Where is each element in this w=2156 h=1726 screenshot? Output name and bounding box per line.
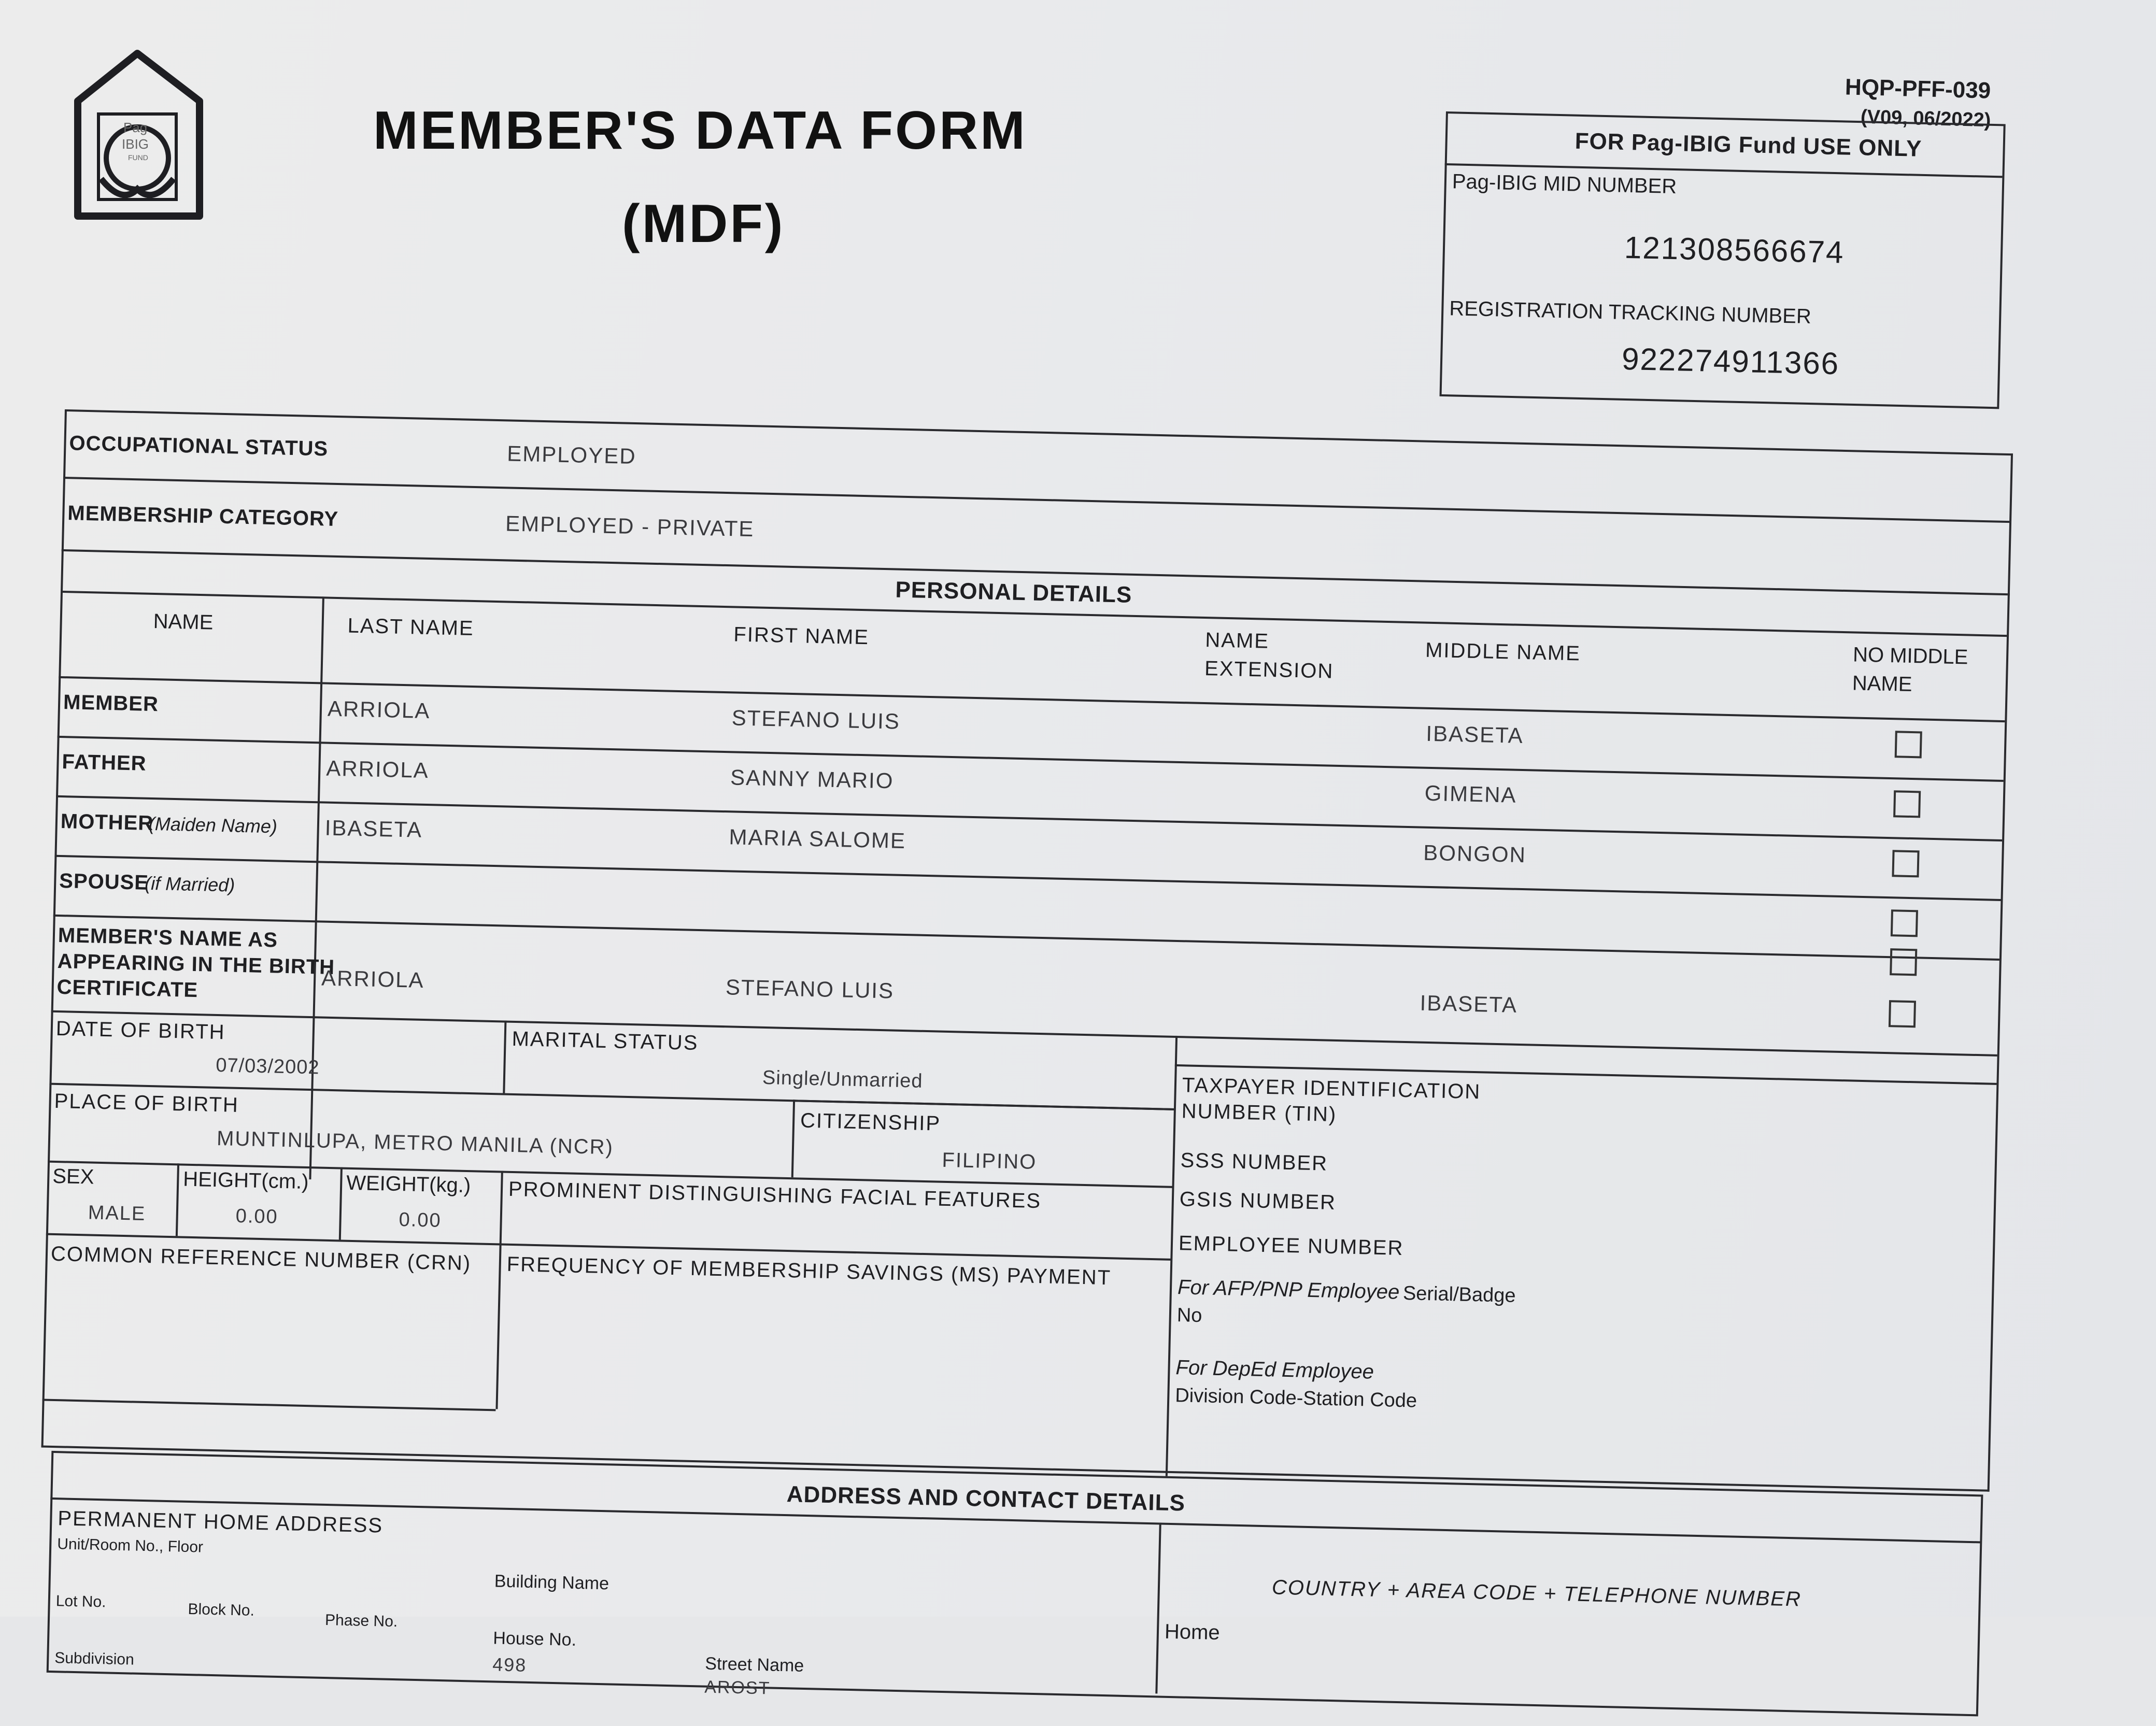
tin-label-2: NUMBER (TIN) [1181, 1100, 1337, 1126]
office-use-heading: FOR Pag-IBIG Fund USE ONLY [1575, 128, 1922, 162]
tin-label-1: TAXPAYER IDENTIFICATION [1182, 1074, 1481, 1104]
member-first-name: STEFANO LUIS [731, 705, 901, 734]
pob-label: PLACE OF BIRTH [54, 1089, 239, 1117]
sex-label: SEX [52, 1164, 94, 1189]
main-form [37, 409, 2013, 1697]
height-value: 0.00 [235, 1205, 279, 1228]
col-no-middle-2: NAME [1852, 672, 1912, 696]
form-code: HQP-PFF-039 [1845, 74, 1991, 104]
afp-label-3: No [1176, 1304, 1202, 1327]
mother-middle-name: BONGON [1423, 840, 1527, 867]
subdivision-label: Subdivision [54, 1649, 135, 1668]
col-middle-name: MIDDLE NAME [1425, 638, 1581, 665]
row-mother-label: MOTHER [60, 810, 154, 835]
birth-cert-label-2: APPEARING IN THE BIRTH [57, 949, 335, 979]
spouse-no-middle-checkbox[interactable] [1891, 909, 1918, 937]
gsis-label: GSIS NUMBER [1179, 1188, 1337, 1215]
occupational-status-value: EMPLOYED [506, 441, 637, 469]
mid-number-value: 121308566674 [1624, 230, 1845, 270]
street-name-label: Street Name [704, 1653, 804, 1676]
col-name-ext-2: EXTENSION [1204, 657, 1334, 683]
col-first-name: FIRST NAME [733, 623, 870, 649]
deped-label-2: Division Code-Station Code [1174, 1385, 1417, 1412]
pag-ibig-logo [70, 49, 205, 223]
house-no-value: 498 [492, 1653, 527, 1676]
logo-text-3: FUND [128, 153, 148, 162]
block-no-label: Block No. [188, 1600, 255, 1619]
row-spouse-label: SPOUSE [59, 869, 149, 894]
afp-label-2: Serial/Badge [1402, 1282, 1516, 1307]
weight-value: 0.00 [399, 1209, 442, 1232]
father-middle-name: GIMENA [1424, 780, 1517, 807]
personal-details-heading: PERSONAL DETAILS [895, 577, 1132, 608]
deped-label-1: For DepEd Employee [1175, 1356, 1374, 1383]
facial-features-label: PROMINENT DISTINGUISHING FACIAL FEATURES [508, 1177, 1042, 1213]
height-label: HEIGHT(cm.) [182, 1167, 309, 1194]
form-title: MEMBER'S DATA FORM [373, 101, 1027, 161]
dob-value: 07/03/2002 [215, 1054, 320, 1079]
employee-number-label: EMPLOYEE NUMBER [1178, 1232, 1404, 1260]
citizenship-value: FILIPINO [942, 1148, 1037, 1174]
logo-text-2: IBIG [122, 136, 149, 152]
citizenship-label: CITIZENSHIP [800, 1109, 941, 1135]
col-no-middle-1: NO MIDDLE [1852, 643, 1968, 669]
home-phone-label: Home [1164, 1620, 1221, 1645]
birth-cert-label-3: CERTIFICATE [56, 975, 198, 1002]
member-middle-name: IBASETA [1425, 721, 1524, 748]
father-first-name: SANNY MARIO [730, 765, 894, 793]
rtn-label: REGISTRATION TRACKING NUMBER [1449, 297, 1812, 329]
form-subtitle: (MDF) [622, 194, 785, 254]
membership-category-value: EMPLOYED - PRIVATE [505, 511, 755, 541]
member-no-middle-checkbox[interactable] [1895, 731, 1922, 758]
marital-status-value: Single/Unmarried [762, 1066, 924, 1092]
birth-cert-first-name: STEFANO LUIS [725, 975, 895, 1003]
unit-room-label: Unit/Room No., Floor [56, 1535, 204, 1556]
mother-no-middle-checkbox[interactable] [1892, 850, 1919, 877]
father-no-middle-checkbox[interactable] [1893, 790, 1921, 818]
building-name-label: Building Name [494, 1571, 609, 1594]
office-use-box [1440, 111, 2006, 409]
col-name-ext-1: NAME [1204, 629, 1270, 653]
extra-no-middle-checkbox[interactable] [1890, 948, 1917, 976]
crn-label: COMMON REFERENCE NUMBER (CRN) [50, 1242, 472, 1275]
phone-heading: COUNTRY + AREA CODE + TELEPHONE NUMBER [1271, 1576, 1802, 1611]
row-mother-note: (Maiden Name) [148, 812, 278, 837]
phase-no-label: Phase No. [324, 1611, 398, 1631]
row-member-label: MEMBER [63, 691, 159, 716]
mother-last-name: IBASETA [324, 815, 423, 842]
col-last-name: LAST NAME [347, 614, 475, 640]
house-no-label: House No. [492, 1628, 577, 1650]
form-version: (V09, 06/2022) [1860, 106, 1991, 132]
birth-cert-last-name: ARRIOLA [321, 965, 425, 993]
col-name: NAME [153, 609, 214, 634]
birth-cert-label-1: MEMBER'S NAME AS [58, 923, 278, 952]
weight-label: WEIGHT(kg.) [346, 1171, 471, 1197]
sex-value: MALE [88, 1202, 146, 1225]
father-last-name: ARRIOLA [325, 755, 430, 783]
occupational-status-label: OCCUPATIONAL STATUS [69, 432, 329, 461]
address-heading: ADDRESS AND CONTACT DETAILS [786, 1481, 1186, 1516]
birth-cert-no-middle-checkbox[interactable] [1889, 1000, 1916, 1028]
sss-label: SSS NUMBER [1180, 1149, 1328, 1175]
member-last-name: ARRIOLA [327, 696, 431, 723]
membership-category-label: MEMBERSHIP CATEGORY [67, 502, 339, 531]
row-father-label: FATHER [62, 750, 147, 775]
dob-label: DATE OF BIRTH [55, 1017, 226, 1044]
mother-first-name: MARIA SALOME [729, 824, 906, 853]
logo-text-1: Pag [123, 120, 148, 135]
row-spouse-note: (if Married) [144, 872, 235, 896]
marital-status-label: MARITAL STATUS [512, 1027, 699, 1055]
permanent-address-label: PERMANENT HOME ADDRESS [57, 1507, 384, 1537]
street-name-value: AROST [704, 1677, 771, 1699]
rtn-value: 922274911366 [1621, 341, 1840, 381]
birth-cert-middle-name: IBASETA [1420, 990, 1518, 1017]
afp-label-1: For AFP/PNP Employee [1177, 1276, 1400, 1304]
ms-payment-label: FREQUENCY OF MEMBERSHIP SAVINGS (MS) PAYMENT [506, 1252, 1112, 1290]
mid-number-label: Pag-IBIG MID NUMBER [1452, 170, 1677, 198]
pob-value: MUNTINLUPA, METRO MANILA (NCR) [216, 1127, 614, 1159]
lot-no-label: Lot No. [55, 1592, 106, 1611]
